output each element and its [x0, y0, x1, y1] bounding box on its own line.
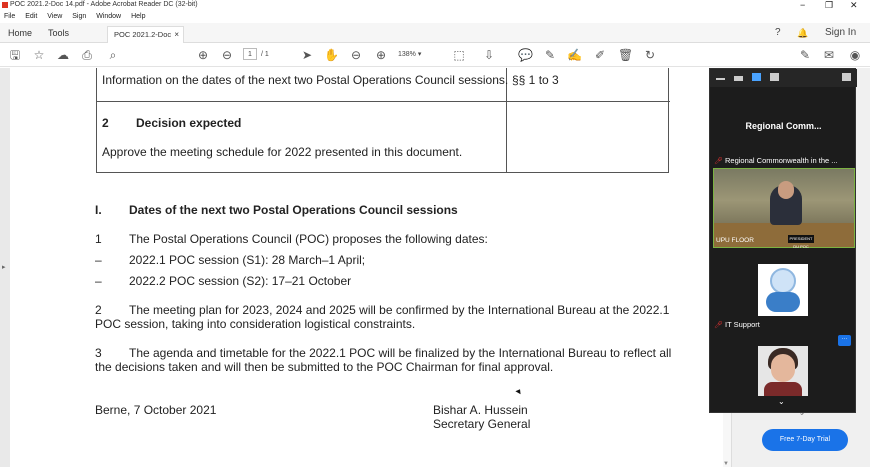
menu-edit[interactable]: Edit [25, 13, 38, 20]
menu-window[interactable]: Window [96, 13, 122, 20]
paragraph-text: The meeting plan for 2023, 2024 and 2025 will be confirmed by the International Bureau at the 2022.1 [129, 303, 670, 317]
participant-video[interactable] [713, 168, 855, 248]
notifications-bell-icon[interactable]: 🔔 [797, 28, 809, 38]
zoom-in-icon[interactable]: ⊕ [375, 48, 387, 62]
left-navigation-panel[interactable] [0, 68, 10, 467]
paragraph-number: 2 [95, 303, 102, 317]
maximize-button[interactable]: ❐ [825, 0, 834, 10]
exit-floating-icon[interactable] [842, 73, 851, 81]
minimize-icon[interactable] [716, 78, 725, 80]
paragraph-text: The Postal Operations Council (POC) proposes the following dates: [129, 232, 488, 246]
name-plate: PRESIDENT DU POC [789, 236, 813, 249]
participant-video[interactable] [758, 346, 808, 396]
menu-bar [0, 10, 870, 23]
scroll-mode-icon[interactable]: ⇩ [483, 48, 495, 62]
menu-help[interactable]: Help [131, 13, 146, 20]
participant-label [714, 156, 838, 165]
expand-panel-icon[interactable]: ▸ [2, 264, 6, 271]
participant-name: IT Support [724, 320, 760, 329]
toolbar [0, 43, 870, 67]
page-total: / 1 [260, 51, 269, 58]
menu-file[interactable]: File [4, 13, 16, 20]
participant-avatar[interactable] [758, 264, 808, 316]
participant-name: Regional Commonwealth in the ... [724, 156, 838, 165]
chevron-down-icon[interactable]: ⌄ [778, 397, 785, 406]
hand-tool-icon[interactable]: ✋ [324, 48, 339, 62]
paragraph-text: the decisions taken and will then be submitted to the POC Chairman for final approval. [95, 360, 554, 374]
table-cell: Approve the meeting schedule for 2022 presented in this document. [102, 145, 463, 159]
paragraph-text: POC session, taking into consideration logistical constraints. [95, 317, 416, 331]
tab-row [0, 23, 870, 43]
paragraph-number: 1 [95, 232, 102, 246]
globe-icon [770, 268, 796, 294]
sign-in-button[interactable]: Sign In [825, 27, 857, 38]
signatory-title: Secretary General [433, 417, 531, 431]
paragraph-text: The agenda and timetable for the 2022.1 POC will be finalized by the International Bureau to reflect all [129, 346, 672, 360]
tab-home[interactable]: Home [8, 28, 33, 38]
signatory-name: Bishar A. Hussein [433, 403, 528, 417]
bookmark-star-icon[interactable]: ☆ [33, 48, 45, 62]
tab-tools[interactable]: Tools [48, 28, 70, 38]
participant-label [714, 320, 760, 329]
upload-cloud-icon[interactable]: ☁ [57, 48, 69, 62]
video-person-face [771, 354, 795, 382]
search-icon[interactable]: ⌕ [109, 48, 117, 62]
section-number: I. [95, 203, 102, 217]
video-person-head [778, 181, 794, 199]
bullet-text: 2022.2 POC session (S2): 17–21 October [129, 274, 352, 288]
zoom-dropdown[interactable] [398, 48, 438, 62]
close-window-button[interactable]: ✕ [850, 0, 858, 10]
delete-icon[interactable]: 🗑 [618, 48, 634, 62]
help-icon[interactable]: ? [775, 27, 781, 38]
place-date: Berne, 7 October 2021 [95, 403, 217, 417]
chevron-down-icon: ▾ [417, 51, 422, 58]
email-icon[interactable]: ✉ [823, 48, 835, 62]
support-mascot-icon [766, 292, 800, 312]
account-icon[interactable]: ◉ [849, 48, 861, 62]
print-icon[interactable]: ⎙ [82, 48, 92, 62]
tab-document-label: POC 2021.2-Doc [114, 30, 172, 39]
window-title: POC 2021.2-Doc 14.pdf - Adobe Acrobat Reader DC (32-bit) [10, 1, 198, 8]
tab-document[interactable] [107, 26, 184, 43]
page-number-input[interactable]: 1 [243, 48, 257, 60]
more-options-button[interactable]: ··· [838, 335, 851, 346]
section-title: Dates of the next two Postal Operations Council sessions [129, 203, 458, 217]
save-icon[interactable]: 🖫 [9, 48, 21, 62]
page-navigator [243, 48, 283, 62]
minimize-button[interactable]: − [800, 0, 806, 10]
table-divider [97, 101, 670, 102]
acrobat-logo-icon [2, 2, 8, 8]
bullet-dash: – [95, 253, 102, 267]
scroll-down-icon[interactable]: ▼ [723, 461, 729, 467]
table-cell: §§ 1 to 3 [512, 73, 559, 87]
paragraph-number: 3 [95, 346, 102, 360]
speaker-view-icon[interactable] [734, 76, 743, 81]
close-tab-icon[interactable]: × [174, 30, 179, 39]
meeting-window [709, 68, 856, 413]
highlight-pen-icon[interactable]: ✎ [544, 48, 556, 62]
menu-sign[interactable]: Sign [72, 13, 87, 20]
strip-view-icon[interactable] [752, 73, 761, 81]
zoom-value: 138% [398, 51, 416, 58]
page-fit-icon[interactable]: ⬚ [453, 48, 465, 62]
share-edit-icon[interactable]: ✎ [799, 48, 811, 62]
table-cell: Information on the dates of the next two Postal Operations Council sessions. [102, 73, 509, 87]
table-heading: Decision expected [136, 116, 242, 130]
muted-mic-icon: 🎤︎ [714, 158, 723, 165]
meeting-title: Regional Comm... [745, 121, 822, 131]
previous-page-icon[interactable]: ⊕ [197, 48, 209, 62]
draw-icon[interactable]: ✍ [567, 48, 582, 62]
comment-icon[interactable]: 💬 [518, 48, 533, 62]
rotate-icon[interactable]: ↻ [644, 48, 656, 62]
bullet-dash: – [95, 274, 102, 288]
table-row-number: 2 [102, 116, 109, 130]
bullet-text: 2022.1 POC session (S1): 28 March–1 April; [129, 253, 366, 267]
menu-view[interactable]: View [47, 13, 63, 20]
free-trial-button[interactable]: Free 7-Day Trial [762, 429, 848, 451]
fill-sign-icon[interactable]: ✐ [594, 48, 606, 62]
muted-mic-icon: 🎤︎ [714, 322, 723, 329]
zoom-out-icon[interactable]: ⊖ [350, 48, 362, 62]
title-bar [0, 0, 870, 10]
video-person-body [764, 382, 802, 396]
meeting-window-toolbar [710, 69, 857, 87]
video-label: UPU FLOOR [716, 237, 754, 244]
gallery-view-icon[interactable] [770, 73, 779, 81]
select-cursor-icon[interactable]: ➤ [301, 48, 313, 62]
next-page-icon[interactable]: ⊖ [221, 48, 233, 62]
